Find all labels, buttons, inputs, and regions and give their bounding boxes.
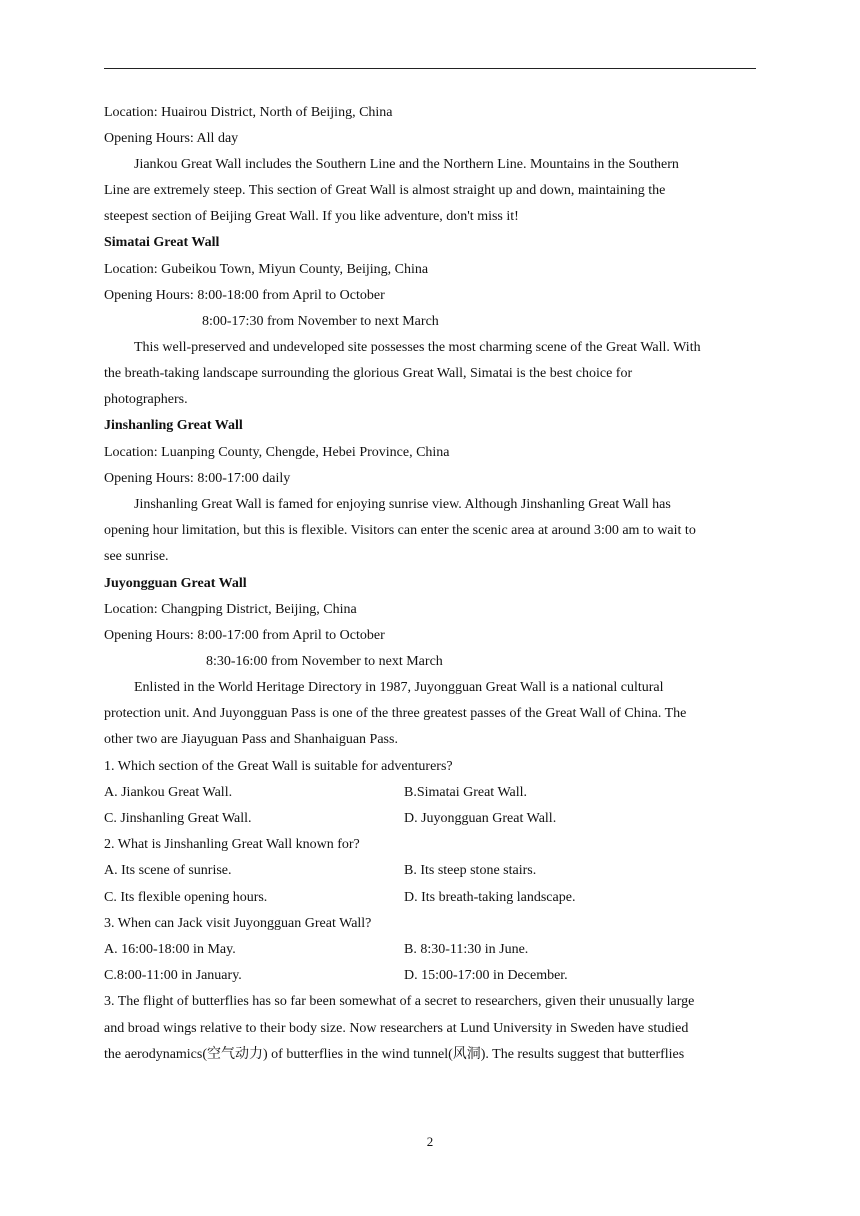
simatai-title: Simatai Great Wall (104, 235, 220, 250)
question-3-option-c: C.8:00-11:00 in January. (104, 968, 242, 983)
jiankou-hours: Opening Hours: All day (104, 131, 239, 146)
question-2-option-b: B. Its steep stone stairs. (404, 863, 537, 878)
question-1-option-a: A. Jiankou Great Wall. (104, 785, 233, 800)
passage-3-line: the aerodynamics(空气动力) of butterflies in the wind tunnel(风洞). The results suggest that butterflies (104, 1047, 685, 1062)
question-3-option-d: D. 15:00-17:00 in December. (404, 968, 568, 983)
header-rule (104, 68, 756, 69)
simatai-location: Location: Gubeikou Town, Miyun County, Beijing, China (104, 262, 429, 277)
page-number: 2 (426, 1134, 434, 1149)
question-2-option-c: C. Its flexible opening hours. (104, 890, 268, 905)
question-1-option-b: B.Simatai Great Wall. (404, 785, 528, 800)
juyongguan-desc-line: other two are Jiayuguan Pass and Shanhaiguan Pass. (104, 732, 398, 747)
simatai-desc-line: the breath-taking landscape surrounding the glorious Great Wall, Simatai is the best choice for (104, 366, 633, 381)
juyongguan-location: Location: Changping District, Beijing, China (104, 602, 357, 617)
question-1: 1. Which section of the Great Wall is suitable for adventurers? (104, 759, 453, 774)
juyongguan-title: Juyongguan Great Wall (104, 576, 247, 591)
question-1-option-c: C. Jinshanling Great Wall. (104, 811, 252, 826)
question-3-option-a: A. 16:00-18:00 in May. (104, 942, 236, 957)
juyongguan-desc-line: Enlisted in the World Heritage Directory in 1987, Juyongguan Great Wall is a national cultural (134, 680, 664, 695)
juyongguan-desc-line: protection unit. And Juyongguan Pass is one of the three greatest passes of the Great Wall of China. The (104, 706, 687, 721)
question-2-option-d: D. Its breath-taking landscape. (404, 890, 576, 905)
question-1-option-d: D. Juyongguan Great Wall. (404, 811, 557, 826)
juyongguan-hours: Opening Hours: 8:00-17:00 from April to October (104, 628, 385, 643)
juyongguan-hours-winter: 8:30-16:00 from November to next March (206, 654, 443, 669)
jiankou-desc-line: Line are extremely steep. This section of Great Wall is almost straight up and down, maintaining the (104, 183, 666, 198)
jinshanling-location: Location: Luanping County, Chengde, Hebei Province, China (104, 445, 450, 460)
jinshanling-desc-line: opening hour limitation, but this is flexible. Visitors can enter the scenic area at around 3:00 am to wait to (104, 523, 696, 538)
simatai-hours: Opening Hours: 8:00-18:00 from April to October (104, 288, 385, 303)
simatai-desc-line: photographers. (104, 392, 188, 407)
question-3-option-b: B. 8:30-11:30 in June. (404, 942, 529, 957)
jinshanling-title: Jinshanling Great Wall (104, 418, 243, 433)
jinshanling-hours: Opening Hours: 8:00-17:00 daily (104, 471, 291, 486)
passage-3-line: and broad wings relative to their body size. Now researchers at Lund University in Sweden have studied (104, 1021, 689, 1036)
question-3: 3. When can Jack visit Juyongguan Great Wall? (104, 916, 372, 931)
jinshanling-desc-line: see sunrise. (104, 549, 169, 564)
simatai-desc-line: This well-preserved and undeveloped site possesses the most charming scene of the Great Wall. With (134, 340, 701, 355)
question-2-option-a: A. Its scene of sunrise. (104, 863, 232, 878)
jinshanling-desc-line: Jinshanling Great Wall is famed for enjoying sunrise view. Although Jinshanling Great Wall has (134, 497, 671, 512)
simatai-hours-winter: 8:00-17:30 from November to next March (202, 314, 439, 329)
jiankou-desc-line: Jiankou Great Wall includes the Southern Line and the Northern Line. Mountains in the Southern (134, 157, 679, 172)
passage-3-line: 3. The flight of butterflies has so far been somewhat of a secret to researchers, given their unusually large (104, 994, 695, 1009)
question-2: 2. What is Jinshanling Great Wall known for? (104, 837, 360, 852)
jiankou-desc-line: steepest section of Beijing Great Wall. If you like adventure, don't miss it! (104, 209, 519, 224)
jiankou-location: Location: Huairou District, North of Beijing, China (104, 105, 393, 120)
